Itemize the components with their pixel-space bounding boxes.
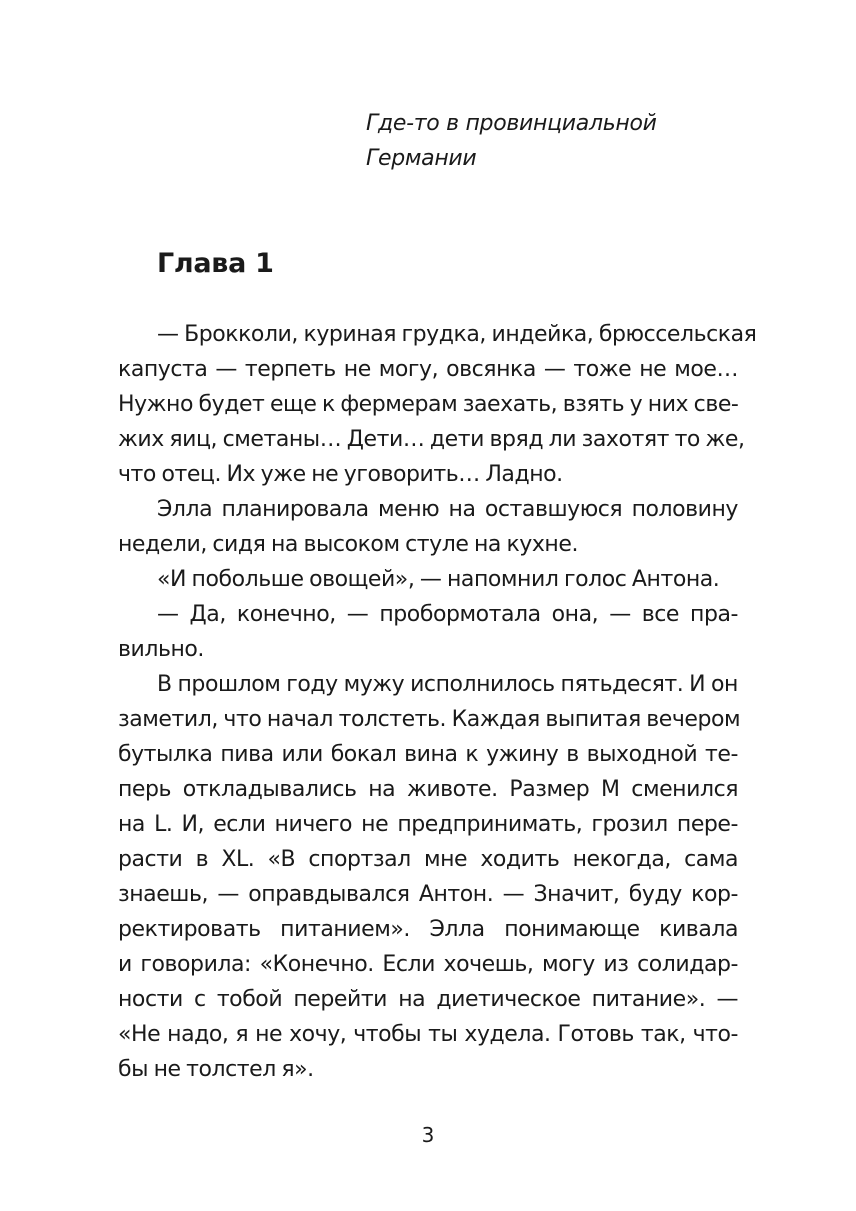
paragraph — [118, 562, 738, 597]
text-line: бы не толстел я». — [118, 1057, 314, 1082]
text-line: капуста — терпеть не могу, овсянка — тоже не мое… — [118, 357, 738, 382]
text-line: расти в XL. «В спортзал мне ходить некогда, сама — [118, 847, 738, 872]
paragraph — [118, 317, 757, 492]
text-line: на L. И, если ничего не предпринимать, грозил пере- — [118, 812, 738, 837]
text-line: недели, сидя на высоком стуле на кухне. — [118, 532, 578, 557]
text-line: что отец. Их уже не уговорить… Ладно. — [118, 462, 563, 487]
epigraph-line: Германии — [366, 146, 477, 171]
epigraph-line: Где-то в провинциальной — [366, 111, 657, 136]
text-line: заметил, что начал толстеть. Каждая выпитая вечером — [118, 707, 741, 732]
text-line: и говорила: «Конечно. Если хочешь, могу из солидар- — [118, 952, 738, 977]
chapter-title: Глава 1 — [157, 248, 274, 279]
chapter-body — [118, 317, 757, 1087]
text-line: перь откладывались на животе. Размер M сменился — [118, 777, 738, 802]
text-line: ности с тобой перейти на диетическое питание». — — [118, 987, 738, 1012]
text-line: — Да, конечно, — пробормотала она, — все пра- — [157, 602, 738, 627]
text-line: бутылка пива или бокал вина к ужину в выходной те- — [118, 742, 738, 767]
paragraph — [118, 597, 738, 667]
text-line: Элла планировала меню на оставшуюся половину — [157, 497, 738, 522]
text-line: В прошлом году мужу исполнилось пятьдесят. И он — [157, 672, 738, 697]
text-line: знаешь, — оправдывался Антон. — Значит, буду кор- — [118, 882, 738, 907]
page-number: 3 — [421, 1123, 435, 1147]
text-line: «И побольше овощей», — напомнил голос Антона. — [157, 567, 720, 592]
paragraph — [118, 667, 741, 1087]
text-line: — Брокколи, куриная грудка, индейка, брюссельская — [157, 322, 757, 347]
text-line: Нужно будет еще к фермерам заехать, взять у них све- — [118, 392, 739, 417]
paragraph — [118, 492, 738, 562]
epigraph — [366, 106, 746, 176]
text-line: вильно. — [118, 637, 204, 662]
text-line: ректировать питанием». Элла понимающе кивала — [118, 917, 738, 942]
text-line: жих яиц, сметаны… Дети… дети вряд ли захотят то же, — [118, 427, 745, 452]
text-line: «Не надо, я не хочу, чтобы ты худела. Готовь так, что- — [118, 1022, 738, 1047]
